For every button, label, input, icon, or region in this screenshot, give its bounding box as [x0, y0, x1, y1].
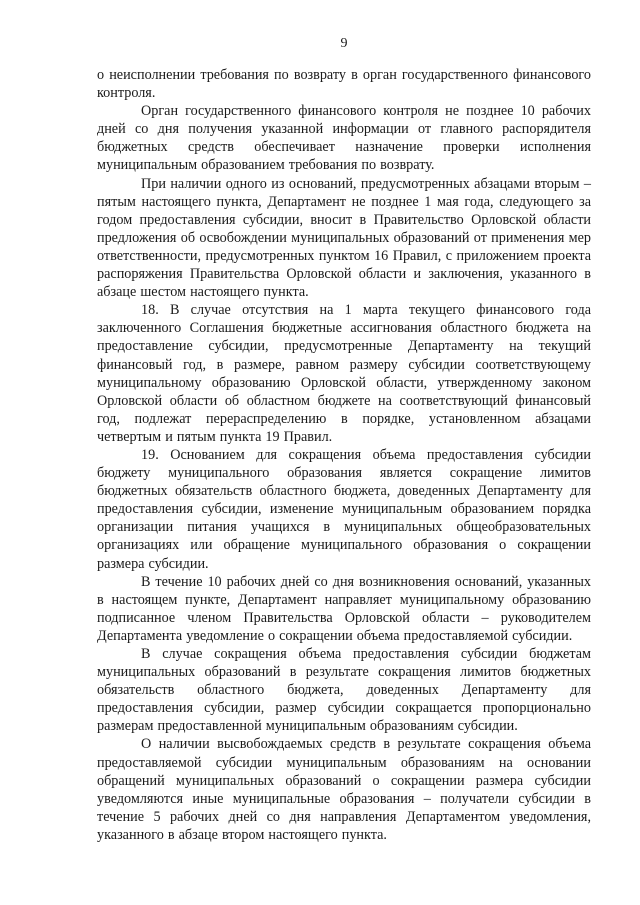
paragraph-item-19: 19. Основанием для сокращения объема предоставления субсидии бюджету муниципального образования является сокращение лимитов бюджетных обязательств областного бюджета, доведенных Департаменту для предоставления субсидии, изменение муниципальным образованием порядка организации питания учащихся в муниципальных общеобразовательных организациях или обращение муниципального образования о сокращении размера субсидии. [97, 446, 591, 572]
paragraph-item-18: 18. В случае отсутствия на 1 марта текущего финансового года заключенного Соглашения бюджетные ассигнования областного бюджета на предоставление субсидии, предусмотренные Департаменту на текущий финансовый год, в размере, равном размеру субсидии соответствующему муниципальному образованию Орловской области, утвержденному законом Орловской области об областном бюджете на соответствующий финансовый год, подлежат перераспределению в порядке, установленном абзацами четвертым и пятым пункта 19 Правил. [97, 302, 591, 445]
paragraph-6: В течение 10 рабочих дней со дня возникновения оснований, указанных в настоящем пункте, Департамент направляет муниципальному образованию подписанное членом Правительства Орловской области – руководителем Департамента уведомление о сокращении объема предоставляемой субсидии. [97, 573, 591, 644]
paragraph-1: о неисполнении требования по возврату в орган государственного финансового контроля. [97, 67, 591, 102]
page-number: 9 [340, 36, 348, 51]
paragraph-2: Орган государственного финансового контроля не позднее 10 рабочих дней со дня получения указанной информации от главного распорядителя бюджетных средств обеспечивает назначение проверки исполнения муниципальным образованием требования по возврату. [97, 103, 591, 174]
paragraph-8: О наличии высвобождаемых средств в результате сокращения объема предоставляемой субсидии муниципальным образованиям на основании обращений муниципальных образований о сокращении размера субсидии уведомляются иные муниципальные образования – получатели субсидии в течение 5 рабочих дней со дня направления Департаментом уведомления, указанного в абзаце втором настоящего пункта. [97, 736, 591, 843]
paragraph-7: В случае сокращения объема предоставления субсидии бюджетам муниципальных образований в результате сокращения лимитов бюджетных обязательств областного бюджета, доведенных Департаменту для предоставления субсидии, размер субсидии сокращается пропорционально размерам предоставленной муниципальным образованиям субсидии. [97, 646, 591, 735]
paragraph-3: При наличии одного из оснований, предусмотренных абзацами вторым – пятым настоящего пункта, Департамент не позднее 1 мая года, следующего за годом предоставления субсидии, вносит в Правительство Орловской области предложения об освобождении муниципальных образований от применения мер ответственности, предусмотренных пунктом 16 Правил, с приложением проекта распоряжения Правительства Орловской области и заключения, указанного в абзаце шестом настоящего пункта. [97, 175, 591, 301]
